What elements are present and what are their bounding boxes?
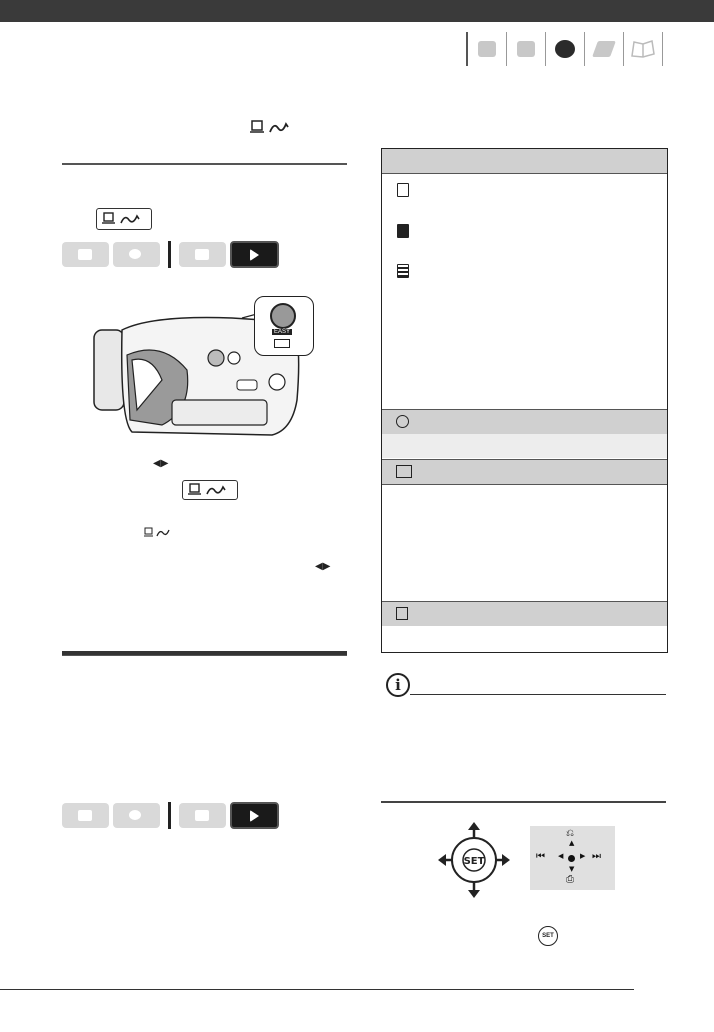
easy-label: EASY — [274, 329, 291, 335]
left-section-rule-2 — [62, 651, 347, 656]
timer-row — [382, 434, 667, 458]
print-share-small-icon — [274, 339, 290, 348]
legend-arrow-left: ◀ — [558, 852, 564, 860]
info-icon: i — [386, 673, 410, 697]
mode-divider — [168, 241, 171, 268]
left-right-arrows-icon-2: ◀▶ — [315, 561, 331, 572]
legend-bottom: ⎙ — [566, 874, 574, 885]
photo-playback-mode-icon — [230, 802, 279, 829]
movie-record-mode-icon — [62, 803, 109, 828]
table-header-image — [382, 459, 667, 485]
easy-button-icon — [270, 303, 296, 329]
joystick-legend — [530, 826, 615, 890]
top-bar — [0, 0, 714, 22]
legend-arrow-up: ▲ — [569, 839, 575, 847]
section-tabs — [466, 32, 666, 66]
mode-selector-2 — [62, 802, 279, 829]
set-button-icon: SET — [538, 926, 558, 946]
camera-tab-icon — [466, 32, 506, 66]
left-right-arrows-icon: ◀▶ — [153, 458, 169, 469]
joystick-set-label: SET — [463, 856, 485, 867]
multi-print-icon — [397, 183, 409, 197]
mode-selector — [62, 241, 279, 268]
copies-icon — [396, 607, 408, 620]
table-header-timer — [382, 409, 667, 435]
left-section-rule — [62, 163, 347, 165]
footer-rule — [0, 989, 634, 990]
table-header-copies — [382, 601, 667, 627]
print-share-button-icon — [248, 118, 296, 136]
book-tab-icon — [623, 32, 663, 66]
options-table — [381, 148, 668, 653]
print-share-button-inline — [182, 480, 238, 500]
copies-row — [382, 626, 667, 651]
legend-arrow-down: ▼ — [569, 865, 575, 873]
easy-button-callout — [254, 296, 314, 356]
single-print-icon — [397, 224, 409, 238]
movie-tab-icon — [506, 32, 545, 66]
mode-divider — [168, 802, 171, 829]
movie-record-mode-icon — [62, 242, 109, 267]
legend-left: ⏮ — [536, 851, 545, 862]
legend-arrow-right: ▶ — [580, 852, 586, 860]
movie-playback-mode-icon — [179, 803, 226, 828]
joystick-rule — [381, 801, 666, 803]
joystick-icon — [436, 820, 512, 900]
print-share-indicator-icon — [143, 527, 173, 539]
clock-icon — [396, 415, 409, 428]
image-icon — [396, 465, 412, 478]
legend-top: ⎌ — [566, 828, 574, 839]
legend-right: ⏭ — [592, 851, 601, 862]
index-print-icon — [397, 264, 409, 278]
legend-center-dot — [568, 855, 575, 862]
movie-playback-mode-icon — [179, 242, 226, 267]
note-rule — [410, 694, 666, 695]
transfer-tab-icon — [584, 32, 623, 66]
photo-record-mode-icon — [113, 803, 160, 828]
table-header-print-options — [382, 149, 667, 174]
photo-tab-icon — [545, 32, 584, 66]
print-share-button — [96, 208, 152, 230]
photo-playback-mode-icon — [230, 241, 279, 268]
photo-record-mode-icon — [113, 242, 160, 267]
